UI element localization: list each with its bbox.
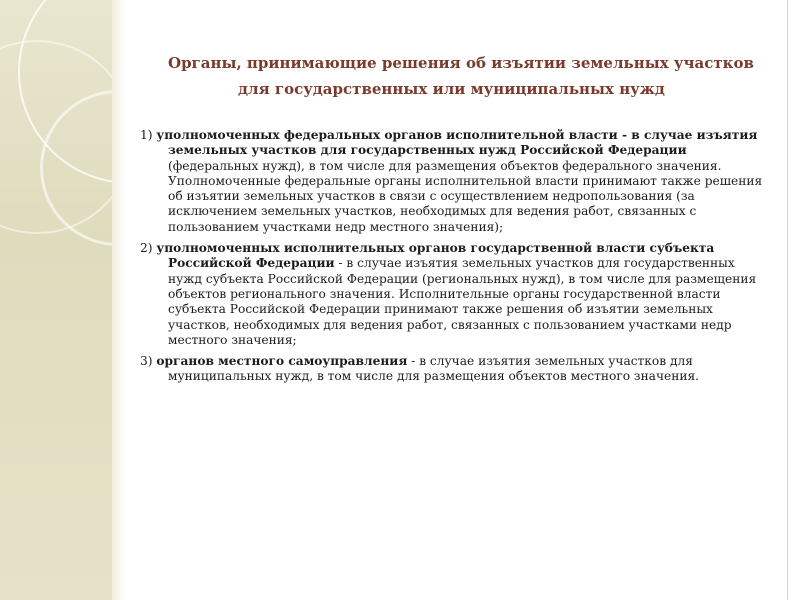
item-number: 2)	[140, 241, 153, 256]
title-line-1: Органы, принимающие решения об изъятии земельных участков	[168, 54, 754, 72]
item-text: (федеральных нужд), в том числе для размещения объектов федерального значения. Уполномоченные федеральные органы исполнительной власти принимают также решения об изъятии земельных участков в связи с осуществлением недропользования (за исключением земельных участков, необходимых для ведения работ, связанных с пользованием участками недр местного значения);	[168, 158, 763, 234]
item-number: 3)	[140, 354, 153, 369]
title-line-2: для государственных или муниципальных нужд	[238, 80, 665, 98]
slide-title	[150, 50, 770, 102]
item-text: - в случае изъятия земельных участков для государственных нужд субъекта Российской Федерации (региональных нужд), в том числе для размещения объектов регионального значения. Исполнительные органы государственной власти субъекта Российской Федерации принимают также решения об изъятии земельных участков, необходимых для ведения работ, связанных с пользованием участками недр местного значения;	[168, 256, 757, 347]
item-bold-text: уполномоченных федеральных органов исполнительной власти - в случае изъятия земельных участков для государственных нужд Российской Федерации	[156, 128, 758, 158]
list-item-federal	[140, 128, 770, 235]
item-bold-text: уполномоченных исполнительных органов государственной власти субъекта Российской Федерации	[156, 241, 715, 271]
item-bold-text: органов местного самоуправления	[156, 354, 408, 369]
item-number: 1)	[140, 128, 153, 142]
list-item-regional	[140, 241, 770, 348]
slide-body	[140, 128, 770, 391]
decorative-side-band	[0, 0, 112, 600]
item-text: - в случае изъятия земельных участков для муниципальных нужд, в том числе для размещения объектов местного значения.	[168, 354, 700, 384]
list-item-municipal	[140, 354, 770, 385]
decorative-band-edge	[112, 0, 124, 600]
decorative-right-line	[787, 0, 788, 600]
